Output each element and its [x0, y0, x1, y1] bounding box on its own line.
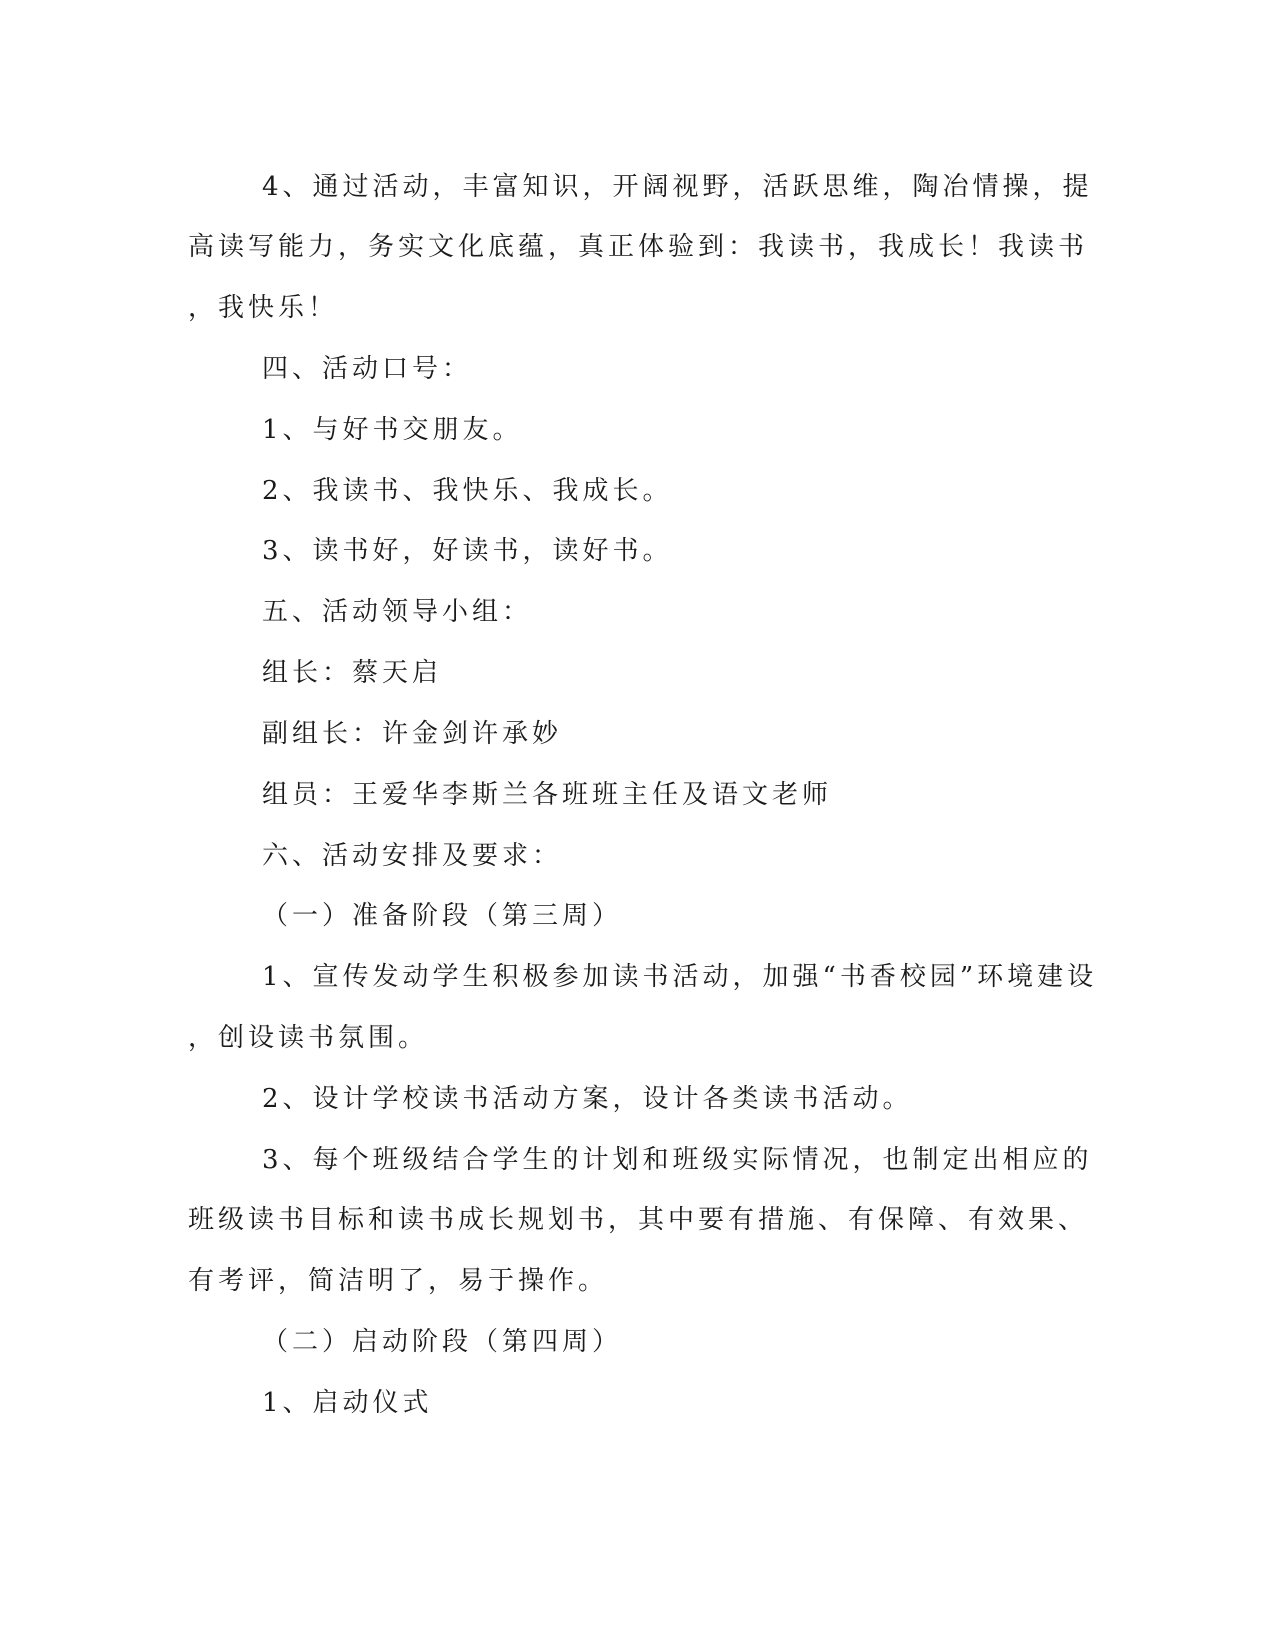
paragraph-line: 4、通过活动，丰富知识，开阔视野，活跃思维，陶冶情操，提: [262, 172, 1093, 202]
subsection-heading: （一）准备阶段（第三周）: [262, 901, 623, 931]
paragraph-line: 3、每个班级结合学生的计划和班级实际情况，也制定出相应的: [262, 1145, 1093, 1175]
list-item: 1、启动仪式: [262, 1388, 433, 1418]
section-heading: 四、活动口号：: [262, 354, 473, 384]
list-item: 组员：王爱华李斯兰各班班主任及语文老师: [262, 780, 833, 810]
paragraph-line: ，创设读书氛围。: [188, 1023, 429, 1053]
list-item: 组长：蔡天启: [262, 658, 443, 688]
paragraph-line: 2、设计学校读书活动方案，设计各类读书活动。: [262, 1084, 913, 1114]
list-item: 2、我读书、我快乐、我成长。: [262, 476, 673, 506]
paragraph-line: 1、宣传发动学生积极参加读书活动，加强“书香校园”环境建设: [262, 962, 1098, 992]
subsection-heading: （二）启动阶段（第四周）: [262, 1327, 623, 1357]
paragraph-line: 有考评，简洁明了，易于操作。: [188, 1266, 609, 1296]
section-heading: 五、活动领导小组：: [262, 597, 533, 627]
paragraph-line: ，我快乐！: [188, 293, 339, 323]
list-item: 副组长：许金剑许承妙: [262, 719, 563, 749]
list-item: 3、读书好，好读书，读好书。: [262, 536, 673, 566]
paragraph-line: 高读写能力，务实文化底蕴，真正体验到：我读书，我成长！我读书: [188, 232, 1089, 262]
list-item: 1、与好书交朋友。: [262, 415, 523, 445]
section-heading: 六、活动安排及要求：: [262, 841, 563, 871]
paragraph-line: 班级读书目标和读书成长规划书，其中要有措施、有保障、有效果、: [188, 1205, 1089, 1235]
